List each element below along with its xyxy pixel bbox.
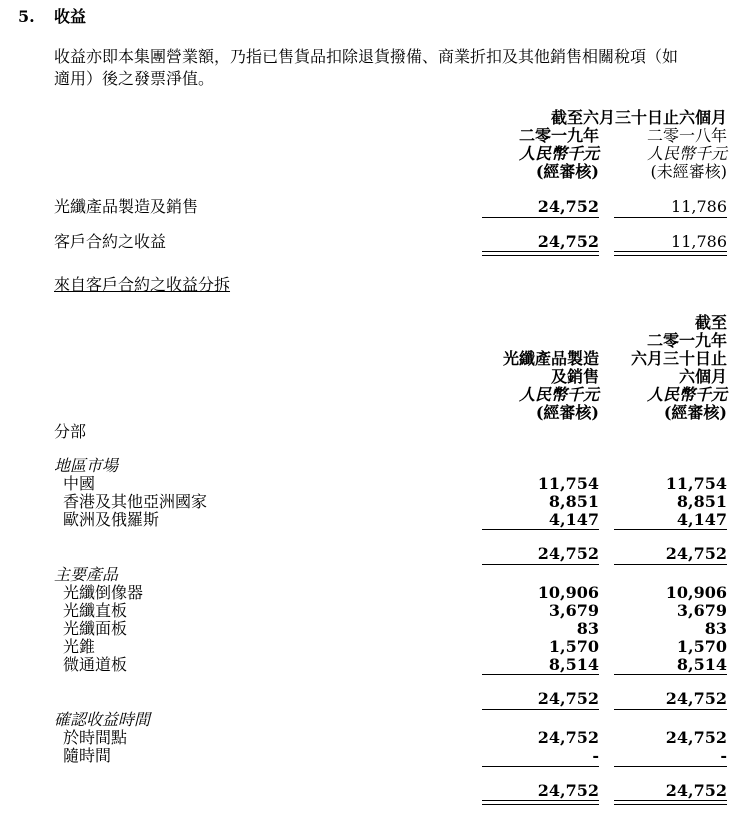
intro-line-2: 適用）後之發票淨值。 xyxy=(54,69,215,88)
products-total-1: 24,752 xyxy=(537,689,599,708)
timing-row-label: 於時間點 xyxy=(63,728,128,747)
d-col1-line1: 光纖產品製造 xyxy=(502,349,599,368)
table1-row-value-2: 11,786 xyxy=(671,197,727,216)
geo-col2-rule xyxy=(614,529,727,530)
geo-row-value-1: 11,754 xyxy=(537,474,599,493)
timing-total-col1-double-rule xyxy=(482,800,599,805)
product-row-value-1: 3,679 xyxy=(548,601,599,620)
segment-label: 分部 xyxy=(54,422,87,441)
col1-status: (經審核) xyxy=(535,162,599,181)
col1-unit: 人民幣千元 xyxy=(518,144,599,163)
col2-status: (未經審核) xyxy=(650,162,727,181)
table1-row-label: 光纖產品製造及銷售 xyxy=(54,197,199,216)
col2-unit: 人民幣千元 xyxy=(646,144,727,163)
product-row-label: 光錐 xyxy=(63,637,96,656)
products-heading: 主要產品 xyxy=(54,565,119,584)
geo-total-2: 24,752 xyxy=(665,544,727,563)
timing-row-label: 隨時間 xyxy=(63,746,112,765)
timing-col1-rule xyxy=(482,766,599,767)
geo-col1-rule xyxy=(482,529,599,530)
products-total-col1-rule xyxy=(482,709,599,710)
intro-line-1: 收益亦即本集團營業額，乃指已售貨品扣除退貨撥備、商業折扣及其他銷售相關稅項（如 xyxy=(54,47,679,66)
d-col2-line1: 截至 xyxy=(694,313,727,332)
d-col2-line3: 六月三十日止 xyxy=(630,349,727,368)
d-col2-status: (經審核) xyxy=(663,403,727,422)
timing-heading: 確認收益時間 xyxy=(54,710,151,729)
product-row-value-1: 83 xyxy=(576,619,599,638)
geo-row-value-2: 8,851 xyxy=(676,492,727,511)
geo-heading: 地區市場 xyxy=(54,456,119,475)
section-title: 收益 xyxy=(54,7,87,26)
col1-year: 二零一九年 xyxy=(518,126,599,145)
product-row-value-2: 83 xyxy=(704,619,727,638)
product-row-value-1: 10,906 xyxy=(537,583,599,602)
timing-row-value-1: 24,752 xyxy=(537,728,599,747)
d-col1-unit: 人民幣千元 xyxy=(518,385,599,404)
table1-row-value-1: 24,752 xyxy=(537,232,599,251)
product-row-value-2: 1,570 xyxy=(676,637,727,656)
timing-row-value-1: - xyxy=(592,746,599,765)
timing-total-1: 24,752 xyxy=(537,781,599,800)
table1-row-value-2: 11,786 xyxy=(671,232,727,251)
timing-total-2: 24,752 xyxy=(665,781,727,800)
product-row-label: 光纖面板 xyxy=(63,619,128,638)
product-row-value-2: 10,906 xyxy=(665,583,727,602)
products-col1-rule xyxy=(482,674,599,675)
col2-rule xyxy=(614,217,727,218)
product-row-label: 光纖直板 xyxy=(63,601,128,620)
table1-row-value-1: 24,752 xyxy=(537,197,599,216)
col1-rule xyxy=(482,217,599,218)
timing-row-value-2: 24,752 xyxy=(665,728,727,747)
d-col1-status: (經審核) xyxy=(535,403,599,422)
geo-row-value-2: 11,754 xyxy=(665,474,727,493)
geo-row-label: 香港及其他亞洲國家 xyxy=(63,492,208,511)
d-col1-line2: 及銷售 xyxy=(550,367,599,386)
geo-total-1: 24,752 xyxy=(537,544,599,563)
col2-year: 二零一八年 xyxy=(646,126,727,145)
products-col2-rule xyxy=(614,674,727,675)
disaggregation-title: 來自客戶合約之收益分拆 xyxy=(54,275,231,294)
geo-total-col1-rule xyxy=(482,564,599,565)
geo-row-value-1: 8,851 xyxy=(548,492,599,511)
products-total-col2-rule xyxy=(614,709,727,710)
products-total-2: 24,752 xyxy=(665,689,727,708)
period-header: 截至六月三十日止六個月 xyxy=(550,108,727,127)
timing-col2-rule xyxy=(614,766,727,767)
geo-row-label: 中國 xyxy=(63,474,96,493)
product-row-value-1: 8,514 xyxy=(548,655,599,674)
geo-row-value-1: 4,147 xyxy=(548,510,599,529)
geo-row-label: 歐洲及俄羅斯 xyxy=(63,510,160,529)
timing-row-value-2: - xyxy=(720,746,727,765)
col1-total-double-rule xyxy=(482,251,599,256)
product-row-value-2: 8,514 xyxy=(676,655,727,674)
timing-total-col2-double-rule xyxy=(614,800,727,805)
product-row-label: 微通道板 xyxy=(63,655,128,674)
geo-row-value-2: 4,147 xyxy=(676,510,727,529)
section-number: 5. xyxy=(18,7,35,26)
d-col2-line4: 六個月 xyxy=(678,367,727,386)
product-row-value-1: 1,570 xyxy=(548,637,599,656)
product-row-value-2: 3,679 xyxy=(676,601,727,620)
d-col2-unit: 人民幣千元 xyxy=(646,385,727,404)
table1-row-label: 客戶合約之收益 xyxy=(54,232,167,251)
d-col2-line2: 二零一九年 xyxy=(646,331,727,350)
geo-total-col2-rule xyxy=(614,564,727,565)
col2-total-double-rule xyxy=(614,251,727,256)
product-row-label: 光纖倒像器 xyxy=(63,583,144,602)
